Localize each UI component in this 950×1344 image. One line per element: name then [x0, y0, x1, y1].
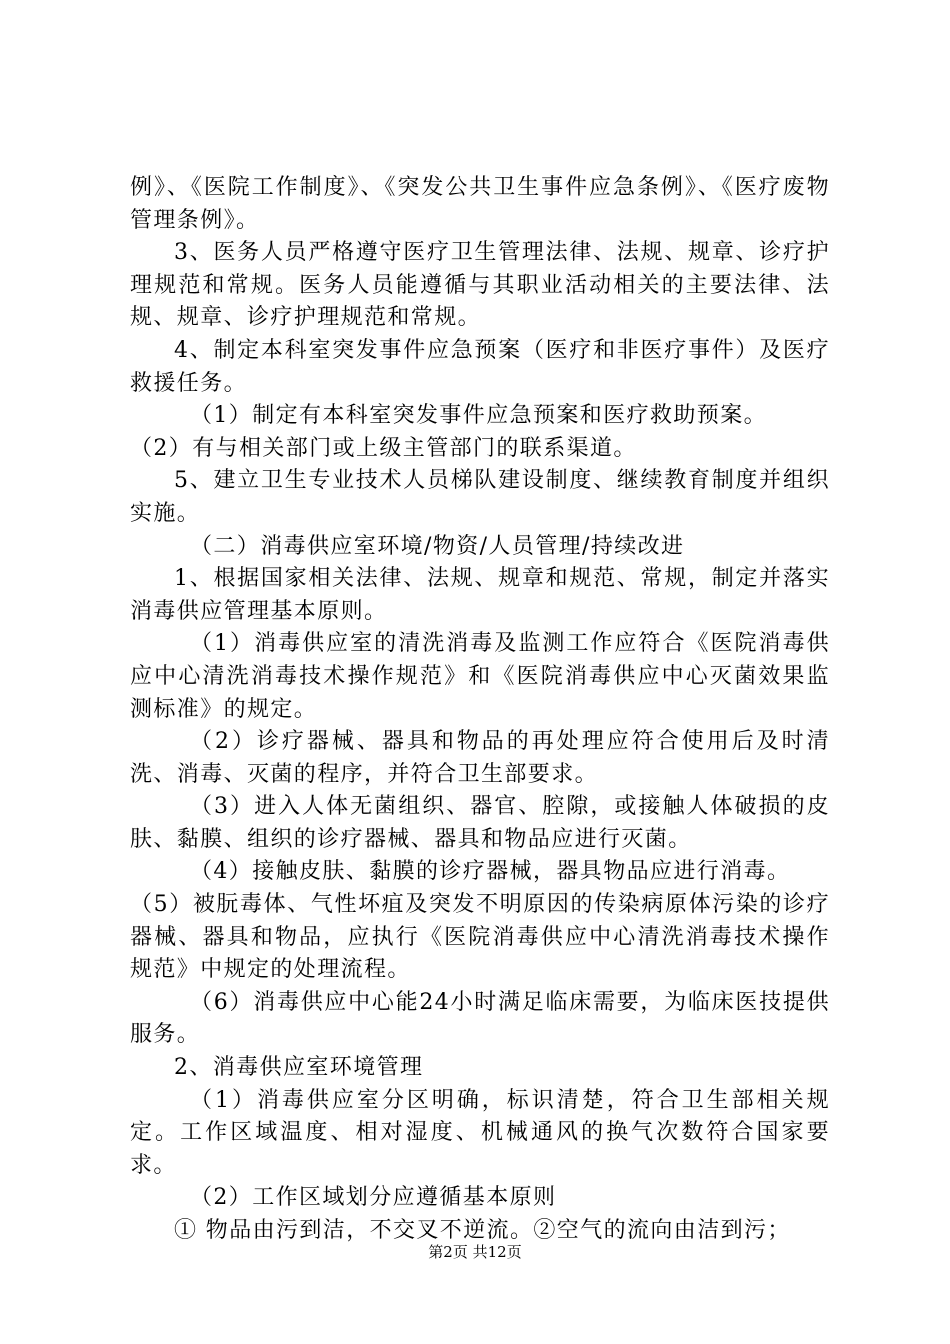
- paragraph: ① 物品由污到洁，不交叉不逆流。②空气的流向由洁到污；: [174, 1218, 791, 1243]
- paragraph: 1、根据国家相关法律、法规、规章和规范、常规，制定并落实消毒供应管理基本原则。: [130, 566, 830, 624]
- paragraph: （二）消毒供应室环境/物资/人员管理/持续改进: [190, 533, 685, 559]
- paragraph: （4）接触皮肤、黏膜的诊疗器械，器具物品应进行消毒。: [190, 859, 791, 885]
- paragraph: （6）消毒供应中心能24小时满足临床需要，为临床医技提供服务。: [130, 989, 830, 1048]
- paragraph: 2、消毒供应室环境管理: [174, 1055, 424, 1081]
- paragraph: （1）制定有本科室突发事件应急预案和医疗救助预案。: [190, 403, 767, 429]
- document-body: [130, 172, 830, 1248]
- page-footer: 第2页 共12页: [428, 1243, 522, 1261]
- paragraph: （2）诊疗器械、器具和物品的再处理应符合使用后及时清洗、消毒、灭菌的程序，并符合卫生部要求。: [130, 729, 830, 787]
- paragraph: 例》、《医院工作制度》、《突发公共卫生事件应急条例》、《医疗废物管理条例》。: [130, 175, 830, 233]
- paragraph: 3、医务人员严格遵守医疗卫生管理法律、法规、规章、诊疗护理规范和常规。医务人员能遵循与其职业活动相关的主要法律、法规、规章、诊疗护理规范和常规。: [130, 240, 830, 331]
- paragraph: （1）消毒供应室的清洗消毒及监测工作应符合《医院消毒供应中心清洗消毒技术操作规范》和《医院消毒供应中心灭菌效果监测标准》的规定。: [130, 631, 830, 722]
- paragraph: 5、建立卫生专业技术人员梯队建设制度、继续教育制度并组织实施。: [130, 468, 830, 526]
- paragraph: （5）被朊毒体、气性坏疽及突发不明原因的传染病原体污染的诊疗器械、器具和物品，应执行《医院消毒供应中心清洗消毒技术操作规范》中规定的处理流程。: [130, 892, 830, 983]
- paragraph: 4、制定本科室突发事件应急预案（医疗和非医疗事件）及医疗救援任务。: [130, 337, 830, 396]
- paragraph: （1）消毒供应室分区明确，标识清楚，符合卫生部相关规定。工作区域温度、相对湿度、机械通风的换气次数符合国家要求。: [130, 1087, 830, 1178]
- paragraph: （3）进入人体无菌组织、器官、腔隙，或接触人体破损的皮肤、黏膜、组织的诊疗器械、器具和物品应进行灭菌。: [130, 794, 830, 852]
- paragraph: （2）有与相关部门或上级主管部门的联系渠道。: [130, 435, 637, 461]
- paragraph: （2）工作区域划分应遵循基本原则: [190, 1185, 557, 1211]
